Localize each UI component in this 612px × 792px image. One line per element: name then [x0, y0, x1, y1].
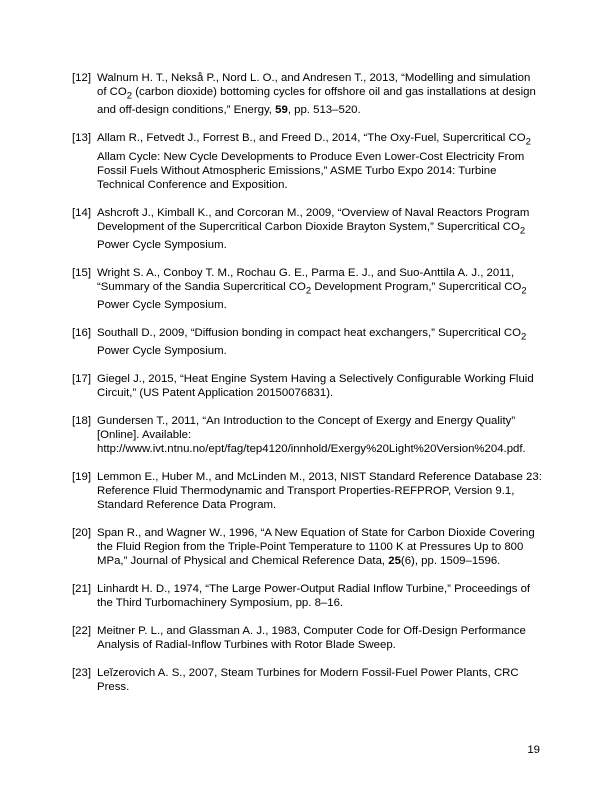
- reference-text: Walnum H. T., Nekså P., Nord L. O., and Andresen T., 2013, “Modelling and simulation of $CO_2$ (carbon dioxide) bottoming cycles for offshore oil and gas installations at design and off-design conditions,” Energy, 59, pp. 513–520.: [97, 72, 536, 117]
- reference-number: [15]: [72, 266, 91, 279]
- page-number: 19: [527, 744, 540, 756]
- reference-item: [72, 372, 542, 400]
- reference-text: Leĭzerovich A. S., 2007, Steam Turbines for Modern Fossil-Fuel Power Plants, CRC Press.: [97, 667, 519, 694]
- reference-item: [72, 266, 542, 312]
- reference-item: [72, 131, 542, 191]
- reference-item: [72, 666, 542, 694]
- reference-item: [72, 71, 542, 117]
- reference-item: [72, 414, 542, 456]
- reference-number: [20]: [72, 527, 91, 540]
- reference-number: [12]: [72, 72, 91, 84]
- reference-item: [72, 326, 542, 358]
- reference-text: Wright S. A., Conboy T. M., Rochau G. E., Parma E. J., and Suo-Anttila A. J., 2011, “Summary of the Sandia Supercritical $CO_2$ Development Program,” Supercritical $CO_2$ Power Cycle Symposium.: [97, 266, 527, 312]
- reference-text: Southall D., 2009, “Diffusion bonding in compact heat exchangers,” Supercritical $CO_2$ Power Cycle Symposium.: [97, 327, 527, 358]
- reference-number: [14]: [72, 206, 91, 219]
- reference-number: [13]: [72, 132, 91, 145]
- reference-text: Lemmon E., Huber M., and McLinden M., 2013, NIST Standard Reference Database 23: Reference Fluid Thermodynamic and Transport Properties-REFPROP, Version 9.1, Standard Reference Data Program.: [97, 471, 542, 512]
- reference-number: [19]: [72, 471, 91, 484]
- reference-text: Ashcroft J., Kimball K., and Corcoran M., 2009, “Overview of Naval Reactors Program Development of the Supercritical Carbon Dioxide Brayton System,” Supercritical $CO_2$ Power Cycle Symposium.: [97, 206, 530, 251]
- reference-number: [23]: [72, 667, 91, 680]
- reference-number: [22]: [72, 625, 91, 638]
- reference-number: [21]: [72, 583, 91, 596]
- reference-text: Linhardt H. D., 1974, “The Large Power-Output Radial Inflow Turbine,” Proceedings of the Third Turbomachinery Symposium, pp. 8–16.: [97, 583, 531, 610]
- reference-item: [72, 526, 542, 568]
- reference-text: Meitner P. L., and Glassman A. J., 1983, Computer Code for Off-Design Performance Analysis of Radial-Inflow Turbines with Rotor Blade Sweep.: [97, 625, 526, 652]
- reference-text: Giegel J., 2015, “Heat Engine System Having a Selectively Configurable Working Fluid Circuit,” (US Patent Application 20150076831).: [97, 373, 534, 400]
- reference-list: [72, 71, 542, 708]
- reference-number: [16]: [72, 327, 91, 340]
- reference-number: [17]: [72, 373, 91, 386]
- reference-item: [72, 624, 542, 652]
- reference-number: [18]: [72, 415, 91, 428]
- reference-text: Gundersen T., 2011, “An Introduction to the Concept of Exergy and Energy Quality” [Online]. Available: http://www.ivt.ntnu.no/ept/fag/tep4120/innhold/Exergy%20Light%20Version%204.pdf.: [97, 415, 526, 456]
- reference-item: [72, 470, 542, 512]
- reference-item: [72, 206, 542, 252]
- reference-text: Allam R., Fetvedt J., Forrest B., and Freed D., 2014, “The Oxy-Fuel, Supercritical $CO_2$ Allam Cycle: New Cycle Developments to Produce Even Lower-Cost Electricity From Fossil Fuels Without Atmospheric Emissions,” ASME Turbo Expo 2014: Turbine Technical Conference and Exposition.: [97, 132, 531, 191]
- reference-item: [72, 582, 542, 610]
- reference-text: Span R., and Wagner W., 1996, “A New Equation of State for Carbon Dioxide Covering the Fluid Region from the Triple-Point Temperature to 1100 K at Pressures Up to 800 MPa,” Journal of Physical and Chemical Reference Data, 25(6), pp. 1509–1596.: [97, 527, 535, 568]
